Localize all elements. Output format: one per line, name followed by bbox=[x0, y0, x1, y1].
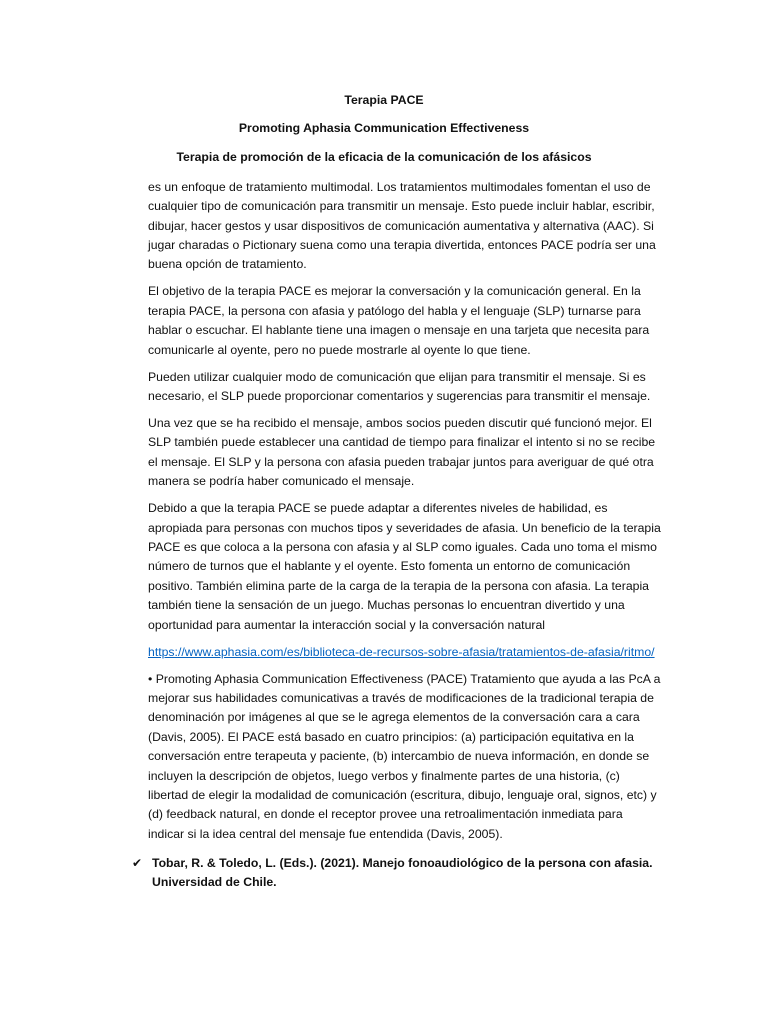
source-link-line bbox=[148, 643, 662, 662]
source-link[interactable]: https://www.aphasia.com/es/biblioteca-de-recursos-sobre-afasia/tratamientos-de-afasia/ritmo/ bbox=[148, 644, 655, 659]
paragraph-message-received: Una vez que se ha recibido el mensaje, ambos socios pueden discutir qué funcionó mejor. El SLP también puede establecer una cantidad de tiempo para finalizar el intento si no se recibe el mensaje. El SLP y la persona con afasia pueden trabajar juntos para averiguar de qué otra manera se podría haber comunicado el mensaje. bbox=[148, 415, 656, 489]
checkmark-icon: ✔ bbox=[132, 855, 143, 870]
document-subtitle-spanish: Terapia de promoción de la eficacia de la comunicación de los afásicos bbox=[176, 149, 592, 164]
paragraph-objective: El objetivo de la terapia PACE es mejorar la conversación y la comunicación general. En la terapia PACE, la persona con afasia y patólogo del habla y el lenguaje (SLP) turnarse para hablar o escuchar. El hablante tiene una imagen o mensaje en una tarjeta que necesita para comunicarle al oyente, pero no puede mostrarle al oyente lo que tiene. bbox=[148, 284, 650, 357]
paragraph-intro: es un enfoque de tratamiento multimodal. Los tratamientos multimodales fomentan el uso de cualquier tipo de comunicación para transmitir un mensaje. Esto puede incluir hablar, escribir, dibujar, hacer gestos y usar dispositivos de comunicación aumentativa y alternativa (AAC). Si jugar charadas o Pictionary suena como una terapia divertida, entonces PACE podría ser una buena opción de tratamiento. bbox=[148, 179, 656, 272]
title-block bbox=[0, 0, 768, 167]
document-body bbox=[132, 178, 662, 893]
document-title: Terapia PACE bbox=[344, 93, 424, 107]
paragraph-communication-modes: Pueden utilizar cualquier modo de comunicación que elijan para transmitir el mensaje. Si es necesario, el SLP puede proporcionar comentarios y sugerencias para transmitir el mensaje. bbox=[148, 369, 651, 403]
document-subtitle-english: Promoting Aphasia Communication Effectiveness bbox=[238, 121, 530, 136]
bullet-paragraph-pace-principles: • Promoting Aphasia Communication Effectiveness (PACE) Tratamiento que ayuda a las PcA a mejorar sus habilidades comunicativas a través de modificaciones de la tradicional terapia de denominación por imágenes al que se le agrega elementos de la conversación cara a cara (Davis, 2005). El PACE está basado en cuatro principios: (a) participación equitativa en la conversación entre terapeuta y paciente, (b) intercambio de nueva información, en donde se incluyen la descripción de objetos, luego verbos y finalmente partes de una historia, (c) libertad de elegir la modalidad de comunicación (escritura, dibujo, lenguaje oral, signos, etc) y (d) feedback natural, en donde el receptor provee una retroalimentación inmediata para indicar si la idea central del mensaje fue entendida (Davis, 2005). bbox=[148, 671, 661, 841]
reference-text: Tobar, R. & Toledo, L. (Eds.). (2021). Manejo fonoaudiológico de la persona con afasia. Universidad de Chile. bbox=[152, 855, 653, 890]
paragraph-benefits: Debido a que la terapia PACE se puede adaptar a diferentes niveles de habilidad, es apropiada para personas con muchos tipos y severidades de afasia. Un beneficio de la terapia PACE es que coloca a la persona con afasia y al SLP como iguales. Cada uno toma el mismo número de turnos que el hablante y el oyente. Esto fomenta un entorno de comunicación positivo. También elimina parte de la carga de la terapia de la persona con afasia. La terapia también tiene la sensación de un juego. Muchas personas lo encuentran divertido y una oportunidad para aumentar la interacción social y la conversación natural bbox=[148, 501, 661, 632]
reference-item bbox=[132, 854, 662, 893]
